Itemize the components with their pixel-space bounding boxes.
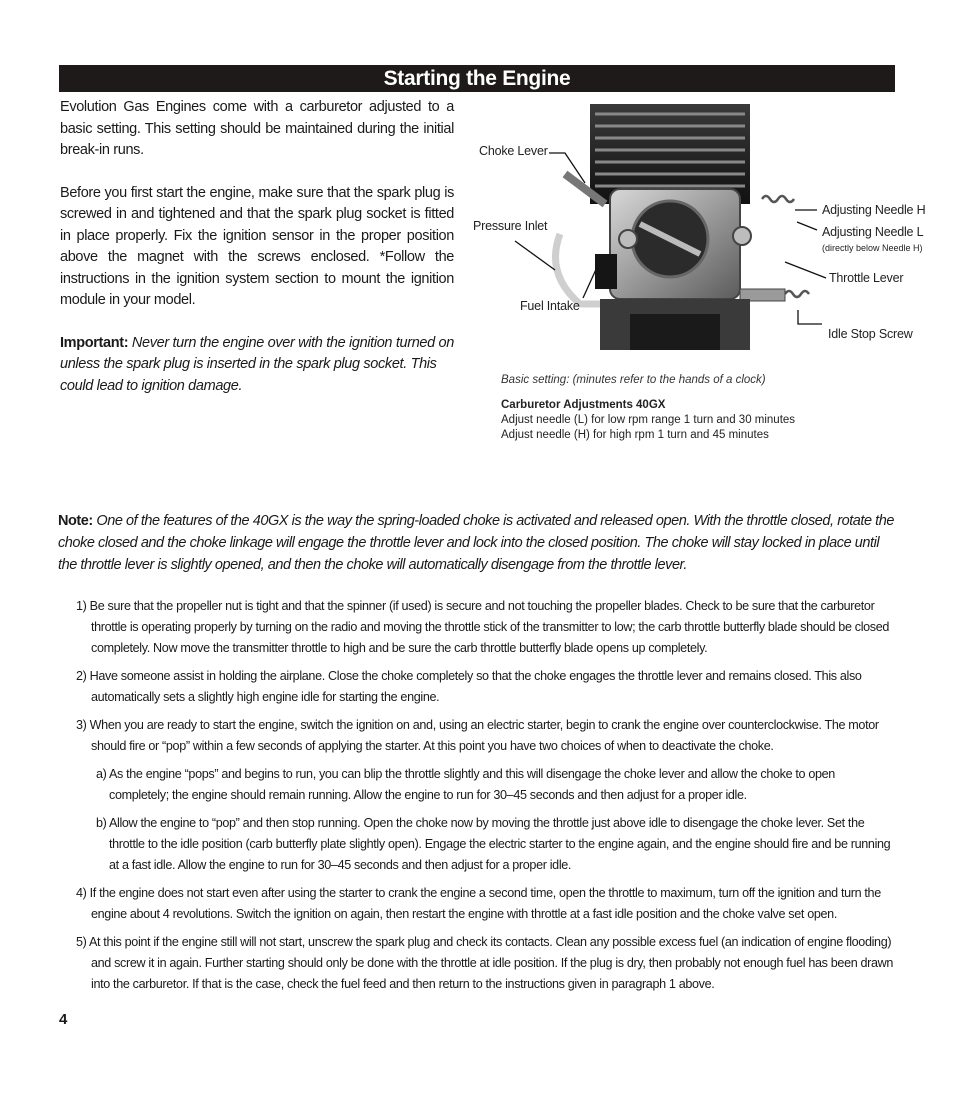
spec-line-low: Adjust needle (L) for low rpm range 1 turn and 30 minutes: [501, 414, 796, 426]
label-idle-stop-screw: Idle Stop Screw: [828, 327, 913, 341]
label-pressure-inlet: Pressure Inlet: [473, 219, 548, 233]
carburetor-photo: [540, 104, 810, 350]
figure-caption: Basic setting: (minutes refer to the hands of a clock): [501, 374, 766, 386]
intro-paragraph-2: Before you first start the engine, make sure that the spark plug is screwed in and tightened and that the spark plug socket is fitted in place properly. Fix the ignition sensor in the proper position above the magnet with the screws enclosed. *Follow the instructions in the ignition system section to mount the ignition module in your model.: [60, 184, 454, 308]
step-3: 3) When you are ready to start the engine, switch the ignition on and, using an electric starter, begin to crank the engine over counterclockwise. The motor should fire or “pop” within a few seconds of applying the starter. At this point you have two choices of when to deactivate the choke.: [76, 718, 879, 753]
starting-steps: [76, 596, 896, 1002]
step-5: 5) At this point if the engine still will not start, unscrew the spark plug and check its contacts. Clean any possible excess fuel (an indication of engine flooding) and screw it in again. Further starting should only be done with the throttle at idle position. If the plug is dry, then probably not enough fuel has been drawn into the carburetor. If that is the case, check the fuel feed and then return to the instructions given in paragraph 1 above.: [76, 935, 894, 991]
step-2: 2) Have someone assist in holding the airplane. Close the choke completely so that the choke engages the throttle lever and remains closed. This also automatically sets a slightly high engine idle for starting the engine.: [76, 669, 862, 704]
label-needle-l-note: (directly below Needle H): [822, 243, 923, 253]
carburetor-spec: [501, 398, 795, 443]
intro-paragraph-1: Evolution Gas Engines come with a carburetor adjusted to a basic setting. This setting should be maintained during the initial break-in runs.: [60, 99, 454, 158]
spec-title: Carburetor Adjustments 40GX: [501, 399, 666, 411]
step-3a: a) As the engine “pops” and begins to run, you can blip the throttle slightly and this will disengage the choke lever and allow the choke to open completely; the engine should remain running. Allow the engine to run for 30–45 seconds and then adjust for a proper idle.: [96, 767, 835, 802]
label-throttle-lever: Throttle Lever: [829, 271, 904, 285]
spec-line-high: Adjust needle (H) for high rpm 1 turn and 45 minutes: [501, 429, 769, 441]
step-3b: b) Allow the engine to “pop” and then stop running. Open the choke now by moving the throttle just above idle to disengage the choke lever. Set the throttle to the idle position (carb butterfly plate slightly open). Engage the electric starter to the engine again, and the engine should fire and be running at a fast idle. Allow the engine to run for 30–45 seconds and then adjust for a proper idle.: [96, 816, 891, 872]
important-paragraph: [60, 333, 454, 398]
note-text: One of the features of the 40GX is the way the spring-loaded choke is activated and released open. With the throttle closed, rotate the choke closed and the choke linkage will engage the throttle lever and lock into the closed position. The choke will stay locked in place until the throttle lever is slightly opened, and then the choke will automatically disengage from the throttle lever.: [58, 513, 894, 573]
section-title-bar: [59, 65, 895, 92]
label-fuel-intake: Fuel Intake: [520, 299, 580, 313]
page-number: 4: [59, 1011, 68, 1028]
important-label: Important:: [60, 334, 129, 351]
important-text: Never turn the engine over with the ignition turned on unless the spark plug is inserted in the spark plug socket. This could lead to ignition damage.: [60, 334, 454, 394]
step-1: 1) Be sure that the propeller nut is tight and that the spinner (if used) is secure and not touching the propeller blades. Check to be sure that the carburetor throttle is operating properly by turning on the radio and moving the throttle stick of the transmitter to low; the carb throttle butterfly blade should be closed completely. Now move the transmitter throttle to high and be sure the carb throttle butterfly blade opens up completely.: [76, 599, 890, 655]
note-label: Note:: [58, 513, 93, 529]
note-paragraph: [58, 510, 898, 576]
label-choke-lever: Choke Lever: [479, 144, 548, 158]
label-adjusting-needle-h: Adjusting Needle H: [822, 203, 926, 217]
section-title: Starting the Engine: [383, 67, 571, 90]
intro-text: [60, 97, 454, 418]
label-adjusting-needle-l: Adjusting Needle L: [822, 225, 924, 239]
step-4: 4) If the engine does not start even after using the starter to crank the engine a second time, open the throttle to maximum, turn off the ignition and turn the engine about 4 revolutions. Switch the ignition on again, then restart the engine with throttle at a fast idle position and the choke valve set open.: [76, 886, 881, 921]
